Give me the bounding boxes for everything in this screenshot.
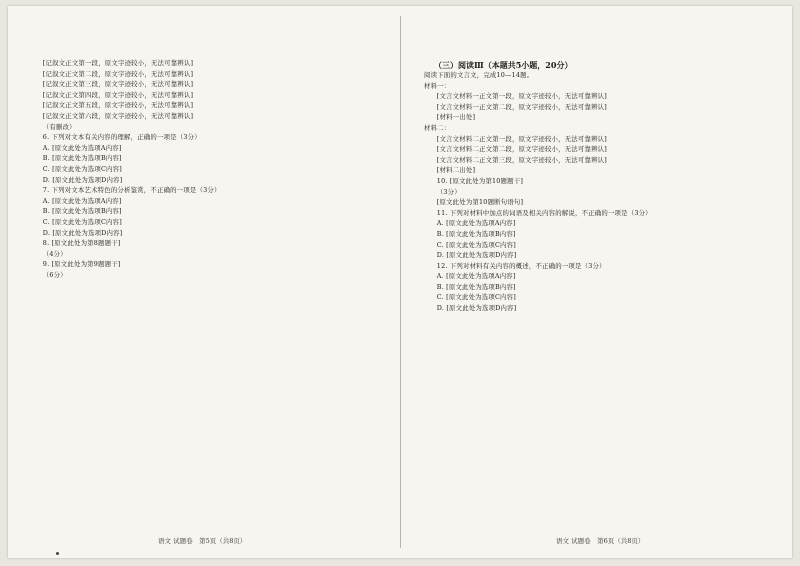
question-6 [30,132,382,185]
passage-source: [材料一出处] [436,113,476,122]
question-11-option-a: A. [原文此处为选项A内容] [436,219,516,228]
question-12-option-b: B. [原文此处为选项B内容] [436,282,516,291]
question-12-stem: 12. 下列对材料有关内容的概述，不正确的一项是（3分） [436,261,606,270]
question-11-option-c: C. [原文此处为选项C内容] [436,240,516,249]
question-12 [424,261,776,314]
passage-paragraph: [记叙文正文第三段，原文字迹较小，无法可靠辨认] [42,80,194,89]
scan-mark [56,552,59,555]
passage-paragraph: [文言文材料二正文第一段，原文字迹较小，无法可靠辨认] [436,134,607,143]
question-6-option-b: B. [原文此处为选项B内容] [42,154,122,163]
question-6-option-d: D. [原文此处为选项D内容] [42,175,123,184]
instruction: 阅读下面的文言文，完成10—14题。 [424,71,534,79]
exam-sheet [8,6,792,558]
story-passage [30,58,382,132]
question-8 [30,238,382,259]
passage-paragraph: [文言文材料二正文第三段，原文字迹较小，无法可靠辨认] [436,155,607,164]
material-two-label: 材料二： [424,123,451,132]
question-11-stem: 11. 下列对材料中加点的词语及相关内容的解说，不正确的一项是（3分） [436,208,652,217]
question-8-stem: 8. [原文此处为第8题题干] [42,239,121,248]
section-title: （三）阅读Ⅲ（本题共5小题，20分） [434,60,573,70]
question-7-option-b: B. [原文此处为选项B内容] [42,207,122,216]
question-9 [30,259,382,280]
question-6-option-a: A. [原文此处为选项A内容] [42,143,122,152]
question-10 [424,176,776,208]
question-6-option-c: C. [原文此处为选项C内容] [42,164,122,173]
question-11-option-d: D. [原文此处为选项D内容] [436,251,517,260]
passage-paragraph: [记叙文正文第五段，原文字迹较小，无法可靠辨认] [42,101,194,110]
right-page [424,70,776,532]
question-12-option-a: A. [原文此处为选项A内容] [436,272,516,281]
passage-paragraph: [文言文材料一正文第一段，原文字迹较小，无法可靠辨认] [436,92,607,101]
question-10-line: [原文此处为第10题断句语句] [436,198,524,207]
page-footer-right: 语文 试题卷 第6页（共8页） [556,537,645,545]
question-8-points: （4分） [42,249,67,258]
question-7 [30,185,382,238]
question-10-stem: 10. [原文此处为第10题题干] [436,176,524,185]
passage-source: [材料二出处] [436,166,476,175]
question-12-option-c: C. [原文此处为选项C内容] [436,293,516,302]
question-10-points: （3分） [436,187,461,196]
material-one-label: 材料一： [424,81,451,90]
page-footer-left: 语文 试题卷 第5页（共8页） [158,537,247,545]
material-two-passage [424,134,776,176]
question-7-option-d: D. [原文此处为选项D内容] [42,228,123,237]
passage-paragraph: [文言文材料一正文第二段，原文字迹较小，无法可靠辨认] [436,102,607,111]
question-11-option-b: B. [原文此处为选项B内容] [436,229,516,238]
question-7-option-c: C. [原文此处为选项C内容] [42,217,122,226]
question-12-option-d: D. [原文此处为选项D内容] [436,304,517,313]
passage-paragraph: [记叙文正文第六段，原文字迹较小，无法可靠辨认] [42,111,194,120]
passage-paragraph: [记叙文正文第一段，原文字迹较小，无法可靠辨认] [42,59,194,67]
page-divider [400,16,401,548]
material-one-passage [424,91,776,123]
question-7-stem: 7. 下列对文本艺术特色的分析鉴赏，不正确的一项是（3分） [42,186,221,195]
question-9-points: （6分） [42,270,67,279]
passage-paragraph: [记叙文正文第二段，原文字迹较小，无法可靠辨认] [42,69,194,78]
passage-paragraph: [记叙文正文第四段，原文字迹较小，无法可靠辨认] [42,90,194,99]
question-9-stem: 9. [原文此处为第9题题干] [42,260,121,269]
question-6-stem: 6. 下列对文本有关内容的理解，正确的一项是（3分） [42,133,201,142]
question-7-option-a: A. [原文此处为选项A内容] [42,196,122,205]
passage-paragraph: [文言文材料二正文第二段，原文字迹较小，无法可靠辨认] [436,145,607,154]
left-page [30,58,382,528]
passage-source: （有删改） [42,122,76,131]
question-11 [424,208,776,261]
